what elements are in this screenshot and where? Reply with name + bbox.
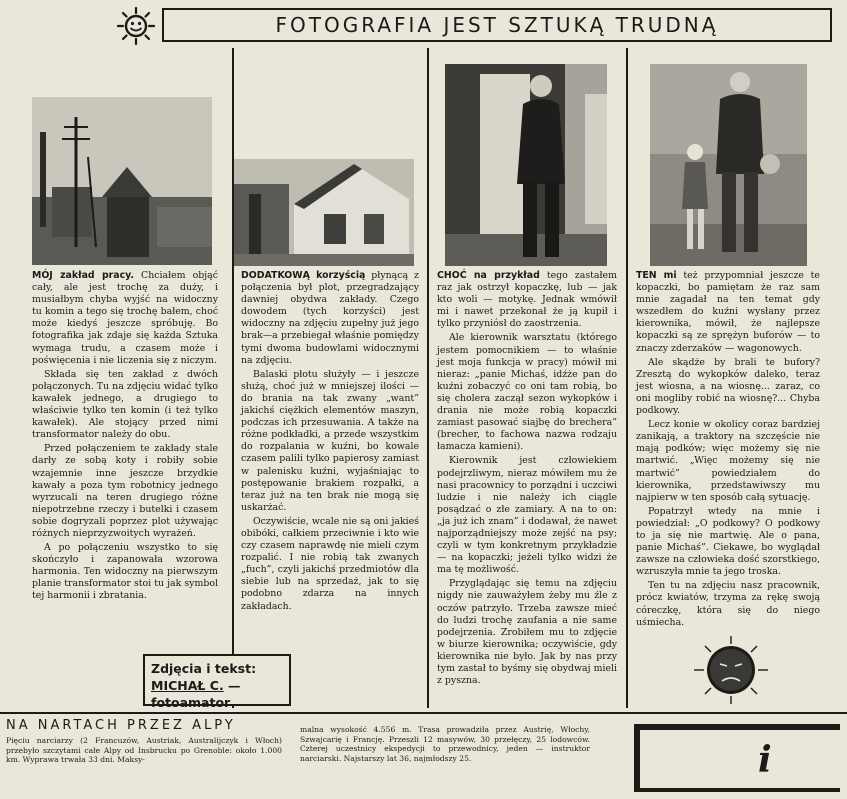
paragraph: Ale skądże by brali te bufory? Zresztą do wykopków daleko, teraz jest wiosna, a na wiosnę... zaraz, co oni mogliby robić na wiosnę?... Chyba podkowy. xyxy=(636,356,820,417)
column-lead: TEN mi xyxy=(636,270,677,281)
paragraph: A po połączeniu wszystko to się skończyło i zapanowała wzorowa harmonia. Ten widoczny na pierwszym planie transformator stoi tu jak symbol tej harmonii i zbratania. xyxy=(32,542,218,602)
column-divider xyxy=(626,48,628,708)
column-divider xyxy=(427,48,429,708)
ski-article-title: NA NARTACH PRZEZ ALPY xyxy=(6,718,236,733)
paragraph: Chciałem objąć cały, ale jest trochę za duży, i musiałbym chyba wyjść na widoczny tu komin a tego się trochę bałem, choć może kiedyś jeszcze spróbuję. Bo fotografika jak zdaje się każda Sztuka wymaga trudu, a czasem może i poświęcenia i nie liczenia się z niczym. xyxy=(32,270,218,366)
sad-sun-illustration-icon xyxy=(690,634,772,706)
paragraph: Ten tu na zdjęciu nasz pracownik, prócz kwiatów, trzyma za rękę swoją córeczkę, która się do niego uśmiecha. xyxy=(636,580,820,628)
column-lead: MÓJ zakład pracy. xyxy=(32,270,134,281)
paragraph: też przypomniał jeszcze te kopaczki, bo pamiętam że raz sam mnie zagadał na ten temat gdy wszedłem do kuźni wysłany przez kierownika, mówił, że najlepsze kopaczki są ze sprężyn buforów — to znaczy zderzaków — wagonowych. xyxy=(636,270,820,354)
paragraph: Balaski płotu służyły — i jeszcze służą, choć już w mniejszej ilości — do brania na tak zwany „want” jakichś ciężkich elementów maszyn, podczas ich przesuwania. A także na różne podkładki, a przede wszystkim do rozpalania w kuźni, bo kowale czasem palili tylko papierosy zamiast w palenisku kuźni, wyjaśniając to postępowanie brakiem rozpałki, a teraz już na ten brak nie mogą się uskarżać. xyxy=(241,368,419,513)
photo-workshop-building xyxy=(234,159,414,266)
article-column-3 xyxy=(437,270,617,689)
column-lead: DODATKOWĄ korzyścią xyxy=(241,270,366,281)
paragraph: Składa się ten zakład z dwóch połączonych. Tu na zdjęciu widać tylko kawałek jednego, a drugiego to właściwie tylko ten komin (i też tylko kawałek). Ale stojący przed nimi transformator należy do obu. xyxy=(32,368,218,441)
credits-heading: Zdjęcia i tekst: xyxy=(151,661,257,676)
photo-credits-box xyxy=(143,654,291,710)
credits-author: MICHAŁ C. xyxy=(151,678,224,693)
paragraph: płynącą z połączenia był plot, przegradzający dawniej obydwa zakłady. Czego dowodem (tych korzyści) jest widoczny na zdjęciu zupełny już jego brak—a przebiegał właśnie pomiędzy tymi dwoma budowlami widocznymi na zdjęciu. xyxy=(241,270,419,366)
paragraph: Przyglądając się temu na zdjęciu nigdy nie zauważyłem żeby mu źle z oczów patrzyło. Trzeba zawsze mieć do ludzi trochę zaufania a nie same podejrzenia. Zrobiłem mu to zdjęcie w biurze kierownika; oczywiście, gdy kierownika nie było. Jak by nas przy tym zastał to byśmy się obydwaj mieli z pyszna. xyxy=(437,578,617,687)
article-column-2 xyxy=(241,270,419,615)
paragraph: Kierownik jest człowiekiem podejrzliwym, nieraz mówiłem mu że nasi pracownicy to porządni i uczciwi ludzie i nie należy ich ciągle posądzać o złe zamiary. A na to on: „ja już ich znam” i dodawał, że nawet najporządniejszy może zejść na psy; czyli w tym konkretnym przykładzie — na kopaczki; jeżeli tylko widzi że ma tę możliwość. xyxy=(437,455,617,576)
credits-role: — fotoamator xyxy=(151,678,241,710)
column-divider xyxy=(232,48,234,708)
paragraph: tego zastałem raz jak ostrzył kopaczkę, lub — jak kto woli — motykę. Jednak wmówił mi i nawet przekonał że ją kupił i tylko przyniósł do zaostrzenia. xyxy=(437,270,617,330)
credits-author-line xyxy=(151,677,283,711)
ski-article-text-2: malna wysokość 4.556 m. Trasa prowadziła przez Austrię, Włochy, Szwajcarię i Francję. Przeszli 12 masywów, 30 przełęczy, 25 lodowców. Czterej uczestnicy ekspedycji to przewodnicy, jeden — instruktor narciarski. Najstarszy lat 36, najmłodszy 25. xyxy=(300,725,590,763)
photo-worker-with-daughter xyxy=(650,64,807,266)
ski-article-text-1: Pięciu narciarzy (2 Francuzów, Austriak, Australijczyk i Włoch) przebyło szczytami całe Alpy od Insbrucku po Grenoble: około 1.000 km. Wyprawa trwała 33 dni. Maksy- xyxy=(6,736,282,765)
article-column-4 xyxy=(636,270,820,631)
sun-face-logo-icon xyxy=(116,6,156,46)
page-title: FOTOGRAFIA JEST SZTUKĄ TRUDNĄ xyxy=(275,13,719,37)
photo-worker-in-office xyxy=(445,64,607,266)
paragraph: Lecz konie w okolicy coraz bardziej zanikają, a traktory na szczęście nie mają podków; więc możemy się nie martwić. „Więc możemy się nie martwić” powiedziałem do kierownika, przedstawiwszy mu najpierw w ten sposób całą sytuację. xyxy=(636,419,820,503)
article-column-1 xyxy=(32,270,218,605)
paragraph: Ale kierownik warsztatu (którego jestem pomocnikiem — to właśnie jest moja funkcja w pracy) mówił mi nieraz: „panie Michaś, idźże pan do kuźni zobaczyć co oni tam robią, bo się cholera zaczął sezon wykopków i drania nie może robią kopaczki zamiast pasować siajbę do brechera” (brecher, to fachowa nazwa rodzaju łamacza kamieni). xyxy=(437,332,617,453)
info-letter-icon: i xyxy=(758,739,772,781)
column-lead: CHOĆ na przykład xyxy=(437,270,540,281)
paragraph: Oczywiście, wcale nie są oni jakieś obibóki, całkiem przeciwnie i kto wie czy czasem naprawdę nie mieli czym rozpalić. I nie robią tak zwanych „fuch”, czyli jakichś przedmiotów dla siebie lub na sprzedaż, jak to się podobno zdarza na innych zakładach. xyxy=(241,515,419,612)
paragraph: Popatrzył wtedy na mnie i powiedział: „O podkowy? O podkowy to ja się nie martwię. Ale o pana, panie Michaś”. Ciekawe, bo wyglądał zawsze na człowieka dość szorstkiego, wzruszyła mnie ta jego troska. xyxy=(636,505,820,578)
section-divider xyxy=(0,712,847,714)
photo-factory-transformer xyxy=(32,97,212,265)
paragraph: Przed połączeniem te zakłady stale darły ze sobą koty i robiły sobie wzajemnie inne jeszcze brzydkie kawały a poza tym robotnicy jednego wyrzucali na teren drugiego różne niepotrzebne rzeczy i butelki i czasem sobie dogryzali poprzez plot używając różnych nieprzyzwoitych wyrażeń. xyxy=(32,443,218,539)
info-corner-box xyxy=(632,718,842,794)
title-banner xyxy=(162,8,832,42)
